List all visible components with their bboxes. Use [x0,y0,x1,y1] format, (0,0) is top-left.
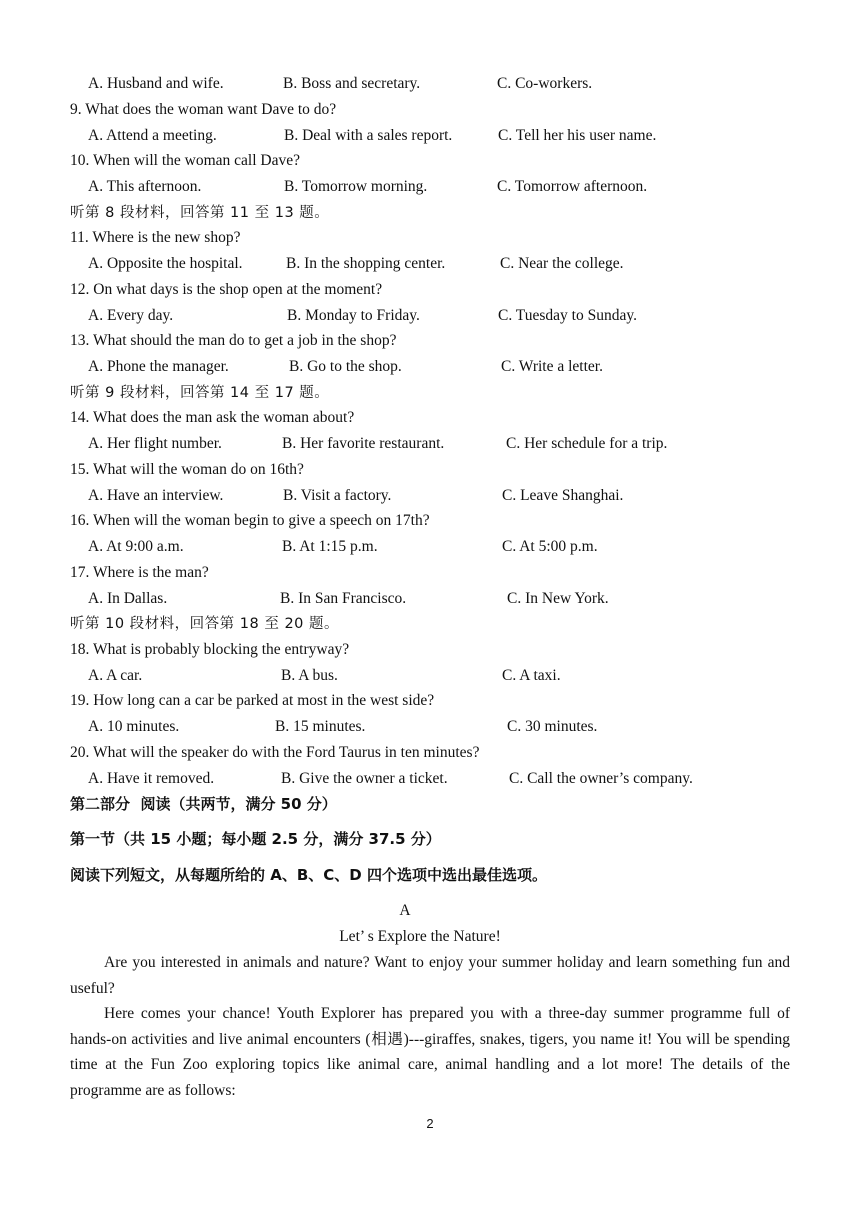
option-a: A. Her flight number. [88,435,222,452]
option-a: A. Husband and wife. [88,75,224,92]
directions: 阅读下列短文，从每题所给的 A、B、C、D 四个选项中选出最佳选项。 [70,866,547,884]
question-19: 19. How long can a car be parked at most in the west side? [70,692,435,709]
option-a: A. Have it removed. [88,770,215,787]
option-c: C. Call the owner’s company. [509,770,693,787]
question-12: 12. On what days is the shop open at the moment? [70,281,383,298]
section-heading: 第一节（共 15 小题；每小题 2.5 分，满分 37.5 分） [70,830,441,848]
option-b: B. Deal with a sales report. [284,127,453,144]
question-17: 17. Where is the man? [70,564,209,581]
option-a: A. Opposite the hospital. [88,255,243,272]
option-c: C. Tomorrow afternoon. [497,178,648,195]
option-c: C. A taxi. [502,667,561,684]
option-c: C. Write a letter. [501,358,603,375]
option-a: A. At 9:00 a.m. [88,538,184,555]
option-c: C. Her schedule for a trip. [506,435,668,452]
option-c: C. Leave Shanghai. [502,487,624,504]
option-c: C. In New York. [507,590,609,607]
option-c: C. At 5:00 p.m. [502,538,598,555]
question-14: 14. What does the man ask the woman about? [70,409,355,426]
option-b: B. 15 minutes. [275,718,366,735]
section-instruction: 听第 10 段材料，回答第 18 至 20 题。 [70,616,340,632]
question-18: 18. What is probably blocking the entryway? [70,641,350,658]
passage-letter: A [399,902,411,919]
paragraph-text: Here comes your chance! Youth Explorer has prepared you with a three-day summer programme full of hands-on activities and live animal encounters (相遇)---giraffes, snakes, tigers, you name it! You will be spending time at the Fun Zoo exploring topics like animal care, animal handling and a lot more! The details of the programme are as follows: [70,1005,790,1100]
question-10: 10. When will the woman call Dave? [70,152,300,169]
option-a: A. Phone the manager. [88,358,229,375]
option-a: A. In Dallas. [88,590,168,607]
option-a: A. This afternoon. [88,178,202,195]
question-9: 9. What does the woman want Dave to do? [70,101,337,118]
option-c: C. Near the college. [500,255,624,272]
passage-paragraph-2 [70,1001,790,1104]
option-b: B. Her favorite restaurant. [282,435,445,452]
question-13: 13. What should the man do to get a job in the shop? [70,332,397,349]
option-c: C. Tuesday to Sunday. [498,307,637,324]
option-b: B. At 1:15 p.m. [282,538,378,555]
question-11: 11. Where is the new shop? [70,229,241,246]
option-b: B. A bus. [281,667,338,684]
option-b: B. Boss and secretary. [283,75,421,92]
option-a: A. Every day. [88,307,174,324]
passage-paragraph-1 [70,950,790,1001]
option-b: B. Give the owner a ticket. [281,770,448,787]
part-heading: 第二部分 阅读（共两节，满分 50 分） [70,795,337,813]
option-b: B. Tomorrow morning. [284,178,428,195]
question-16: 16. When will the woman begin to give a speech on 17th? [70,512,430,529]
option-a: A. A car. [88,667,143,684]
section-instruction: 听第 9 段材料，回答第 14 至 17 题。 [70,385,330,401]
question-20: 20. What will the speaker do with the Ford Taurus in ten minutes? [70,744,480,761]
option-a: A. Attend a meeting. [88,127,217,144]
option-b: B. Visit a factory. [283,487,392,504]
option-c: C. 30 minutes. [507,718,598,735]
section-instruction: 听第 8 段材料，回答第 11 至 13 题。 [70,205,330,221]
option-b: B. In the shopping center. [286,255,446,272]
option-b: B. In San Francisco. [280,590,407,607]
option-a: A. Have an interview. [88,487,224,504]
option-b: B. Go to the shop. [289,358,402,375]
question-15: 15. What will the woman do on 16th? [70,461,304,478]
option-b: B. Monday to Friday. [287,307,420,324]
page-number: 2 [426,1116,434,1131]
option-a: A. 10 minutes. [88,718,180,735]
passage-title: Let’ s Explore the Nature! [339,928,501,945]
paragraph-text: Are you interested in animals and nature? Want to enjoy your summer holiday and learn something fun and useful? [70,954,790,997]
option-c: C. Tell her his user name. [498,127,657,144]
option-c: C. Co-workers. [497,75,593,92]
